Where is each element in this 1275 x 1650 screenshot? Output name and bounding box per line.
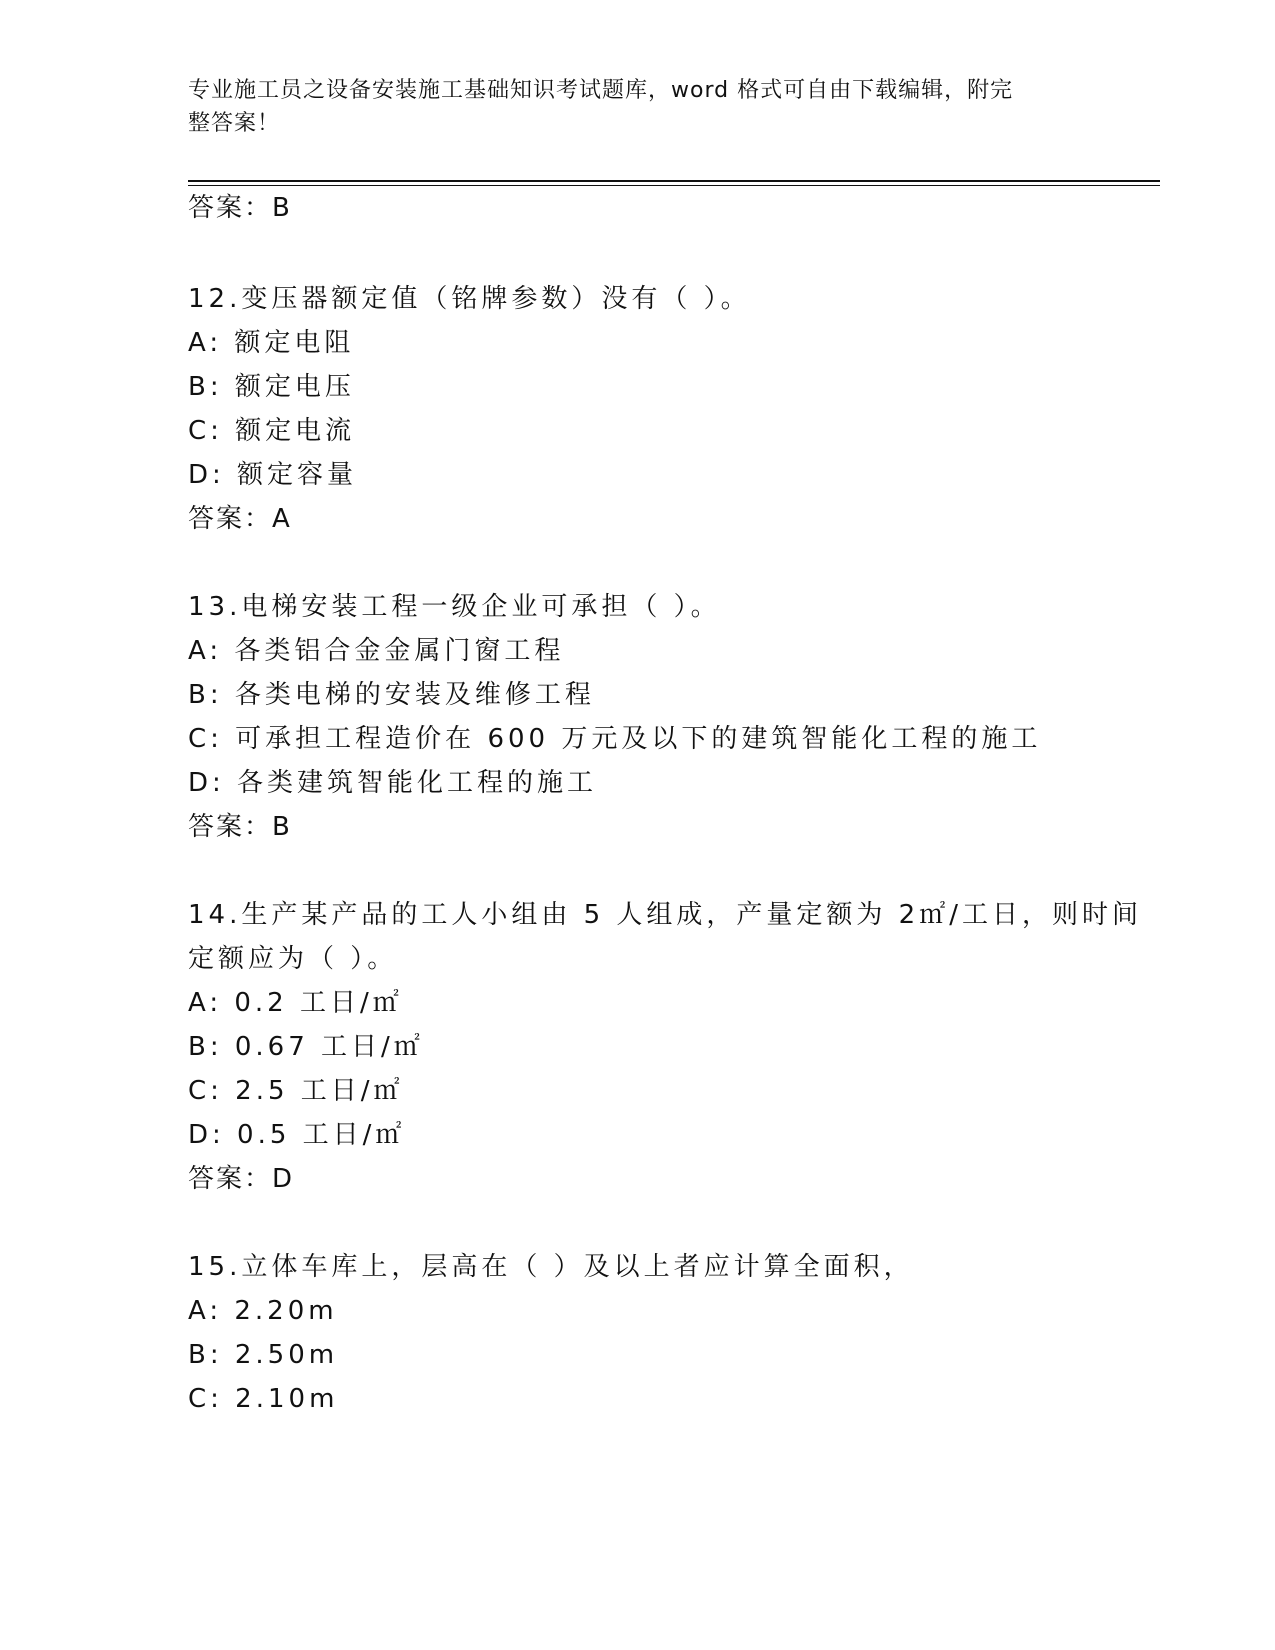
question-13-option-d: D: 各类建筑智能化工程的施工 [188,768,598,798]
header-divider [188,180,1160,182]
question-13-stem: 13.电梯安装工程一级企业可承担（ ）。 [188,592,721,622]
question-14-option-b: B: 0.67 工日/㎡ [188,1032,424,1062]
question-13-option-b: B: 各类电梯的安装及维修工程 [188,680,595,710]
question-13-option-a: A: 各类铝合金金属门窗工程 [188,636,565,666]
question-12-stem: 12.变压器额定值（铭牌参数）没有（ ）。 [188,284,751,314]
question-12-option-a: A: 额定电阻 [188,328,355,358]
question-14-stem-line-1: 14.生产某产品的工人小组由 5 人组成，产量定额为 2㎡/工日，则时间 [188,900,1142,930]
header-line-2: 整答案！ [188,111,281,136]
question-12-option-c: C: 额定电流 [188,416,356,446]
question-12-answer: 答案：A [188,504,292,534]
header-divider-thin [188,185,1160,186]
question-15-option-a: A: 2.20m [188,1296,338,1326]
question-15-option-c: C: 2.10m [188,1384,339,1414]
question-12-option-b: B: 额定电压 [188,372,355,402]
question-14-option-a: A: 0.2 工日/㎡ [188,988,403,1018]
answer-previous: 答案：B [188,193,292,223]
question-12-option-d: D: 额定容量 [188,460,358,490]
question-15-stem: 15.立体车库上，层高在（ ）及以上者应计算全面积， [188,1252,914,1282]
question-14-option-d: D: 0.5 工日/㎡ [188,1120,406,1150]
question-13-option-c: C: 可承担工程造价在 600 万元及以下的建筑智能化工程的施工 [188,724,1042,754]
question-14-stem-line-2: 定额应为（ ）。 [188,944,398,974]
question-15-option-b: B: 2.50m [188,1340,339,1370]
question-14-option-c: C: 2.5 工日/㎡ [188,1076,404,1106]
document-header [188,74,1068,140]
question-14-answer: 答案：D [188,1164,295,1194]
question-13-answer: 答案：B [188,812,292,842]
header-line-1: 专业施工员之设备安装施工基础知识考试题库，word 格式可自由下载编辑，附完 [188,78,1014,103]
